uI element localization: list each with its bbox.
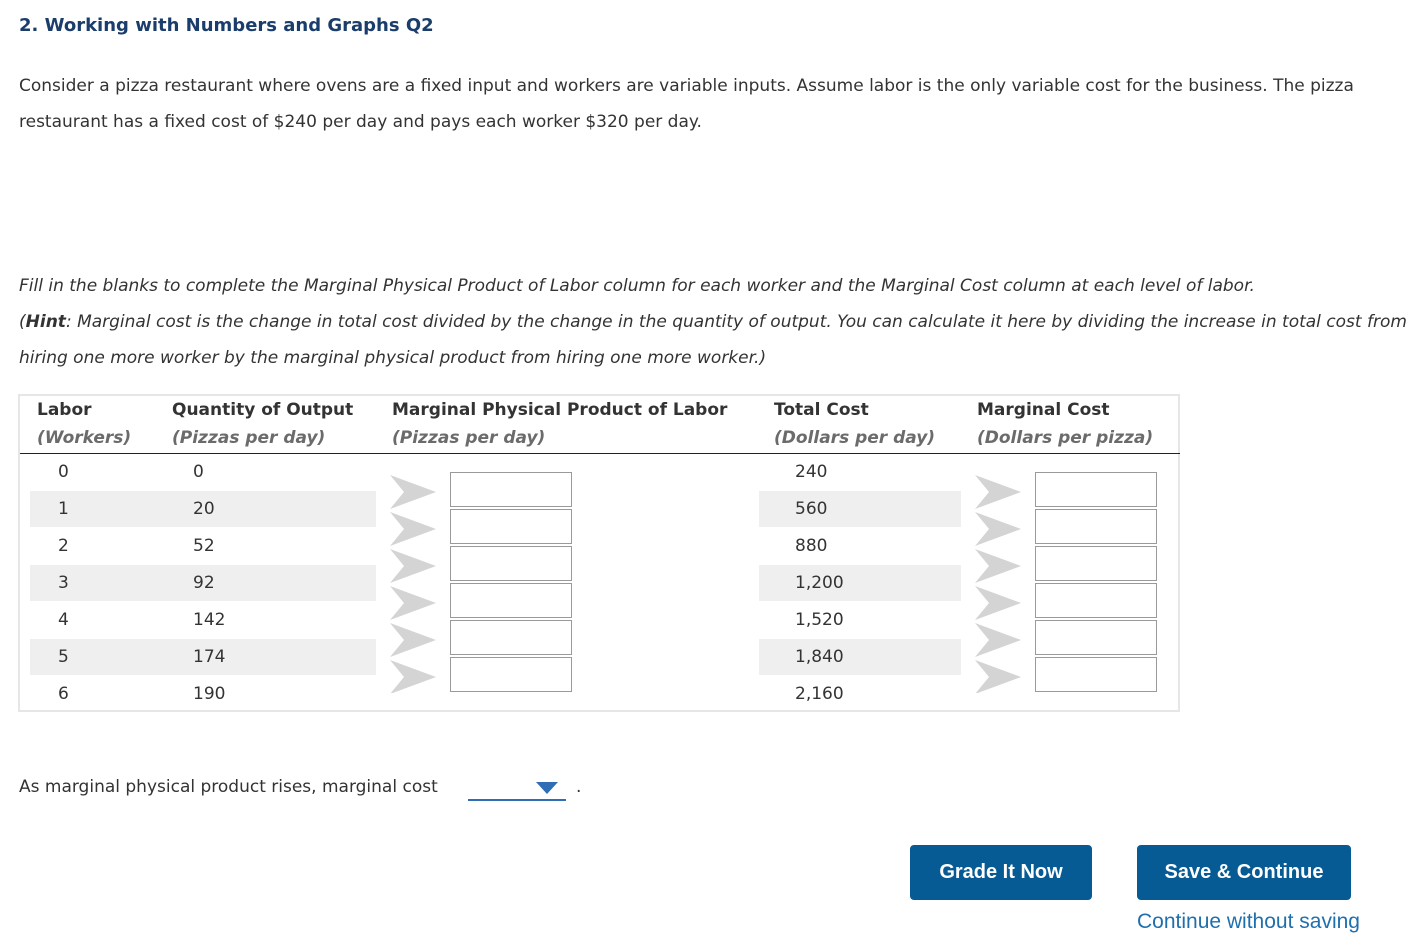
row-shade	[759, 565, 961, 601]
unit-mpp: (Pizzas per day)	[392, 428, 546, 448]
mpp-input-worker-4[interactable]	[450, 583, 572, 618]
mc-input-worker-6[interactable]	[1035, 657, 1157, 692]
cost-table	[18, 394, 1180, 712]
total-cost-cell: 2,160	[795, 684, 844, 704]
mc-input-worker-3[interactable]	[1035, 546, 1157, 581]
mpp-input-worker-3[interactable]	[450, 546, 572, 581]
hint-open: (	[19, 312, 26, 332]
mc-input-worker-1[interactable]	[1035, 472, 1157, 507]
header-output: Quantity of Output	[172, 400, 354, 420]
hint-text: : Marginal cost is the change in total cost divided by the change in the quantity of output. You can calculate it here by dividing the increase in total cost from hiring one more worker by the marginal physical product from hiring one more worker.)	[19, 312, 1407, 368]
question-heading: 2. Working with Numbers and Graphs Q2	[19, 15, 434, 36]
labor-cell: 3	[58, 573, 69, 593]
grade-it-now-button[interactable]: Grade It Now	[910, 845, 1092, 900]
total-cost-cell: 1,200	[795, 573, 844, 593]
mc-chevron-arrows-icon	[975, 473, 1027, 693]
unit-labor: (Workers)	[37, 428, 132, 448]
header-marginal-cost: Marginal Cost	[977, 400, 1110, 420]
save-continue-button[interactable]: Save & Continue	[1137, 845, 1351, 900]
mpp-input-worker-5[interactable]	[450, 620, 572, 655]
instructions-line: Fill in the blanks to complete the Marginal Physical Product of Labor column for each worker and the Marginal Cost column at each level of labor.	[19, 276, 1255, 296]
mpp-input-worker-1[interactable]	[450, 472, 572, 507]
sentence-period: .	[576, 777, 582, 797]
total-cost-cell: 1,840	[795, 647, 844, 667]
output-cell: 52	[193, 536, 215, 556]
labor-cell: 2	[58, 536, 69, 556]
mc-input-worker-2[interactable]	[1035, 509, 1157, 544]
mpp-input-worker-6[interactable]	[450, 657, 572, 692]
question-sentence: As marginal physical product rises, marginal cost	[19, 777, 438, 797]
total-cost-cell: 880	[795, 536, 828, 556]
output-cell: 190	[193, 684, 226, 704]
hint-label: Hint	[25, 312, 66, 332]
continue-without-saving-link[interactable]: Continue without saving	[1137, 910, 1360, 933]
total-cost-cell: 1,520	[795, 610, 844, 630]
labor-cell: 4	[58, 610, 69, 630]
output-cell: 92	[193, 573, 215, 593]
labor-cell: 5	[58, 647, 69, 667]
chevron-down-icon	[536, 782, 558, 794]
mc-input-worker-5[interactable]	[1035, 620, 1157, 655]
mpp-input-worker-2[interactable]	[450, 509, 572, 544]
mc-input-worker-4[interactable]	[1035, 583, 1157, 618]
unit-marginal-cost: (Dollars per pizza)	[977, 428, 1154, 448]
marginal-cost-dropdown[interactable]	[468, 779, 566, 801]
total-cost-cell: 240	[795, 462, 828, 482]
output-cell: 0	[193, 462, 204, 482]
output-cell: 142	[193, 610, 226, 630]
total-cost-cell: 560	[795, 499, 828, 519]
output-cell: 20	[193, 499, 215, 519]
unit-output: (Pizzas per day)	[172, 428, 326, 448]
header-labor: Labor	[37, 400, 92, 420]
row-shade	[759, 491, 961, 527]
instructions-paragraph	[19, 268, 1409, 376]
output-cell: 174	[193, 647, 226, 667]
labor-cell: 6	[58, 684, 69, 704]
labor-cell: 0	[58, 462, 69, 482]
labor-cell: 1	[58, 499, 69, 519]
mpp-chevron-arrows-icon	[390, 473, 442, 693]
unit-total-cost: (Dollars per day)	[774, 428, 936, 448]
row-shade	[759, 639, 961, 675]
intro-paragraph: Consider a pizza restaurant where ovens are a fixed input and workers are variable inputs. Assume labor is the only variable cost for the business. The pizza restaurant has a fixed cost of $240 per day and pays each worker $320 per day.	[19, 76, 1354, 132]
header-total-cost: Total Cost	[774, 400, 869, 420]
header-mpp: Marginal Physical Product of Labor	[392, 400, 728, 420]
